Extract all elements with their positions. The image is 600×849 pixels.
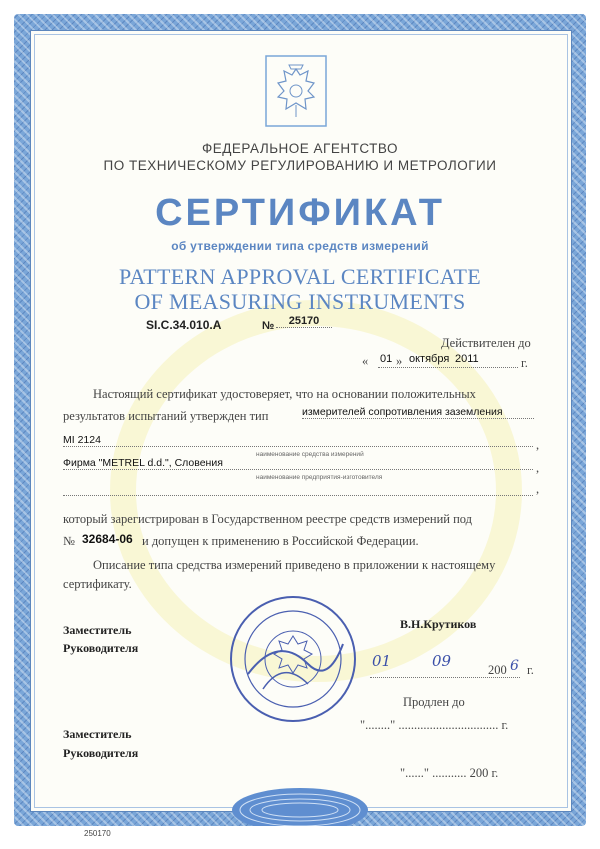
blank-line (63, 494, 533, 496)
instrument-type: измерителей сопротивления заземления (302, 406, 534, 419)
signatory-name: В.Н.Крутиков (400, 617, 477, 631)
validity-month: октября (409, 353, 450, 365)
english-title-line2: OF MEASURING INSTRUMENTS (134, 289, 466, 314)
registry-number: 32684-06 (82, 532, 133, 546)
signature2-date-line: "......" ........... 200 г. (400, 766, 499, 780)
extended-until-label: Продлен до (403, 695, 465, 709)
paragraph3-line2: сертификату. (63, 577, 132, 591)
certificate-title: СЕРТИФИКАТ (155, 192, 445, 234)
manufacturer-comma: , (536, 461, 540, 475)
signatory1-title-line2: Руководителя (63, 641, 139, 655)
paragraph1-line2: результатов испытаний утвержден тип (63, 409, 269, 423)
signatory2-title-line1: Заместитель (63, 727, 132, 741)
number-label: № (262, 320, 275, 332)
signature1-date-day: 01 (372, 652, 392, 670)
validity-year: 2011 (455, 353, 479, 365)
valid-until-label: Действителен до (441, 336, 531, 350)
paragraph2-line2: и допущен к применению в Российской Федерации. (142, 534, 419, 548)
certificate-code: SI.C.34.010.A (146, 318, 222, 332)
paragraph2-line1: который зарегистрирован в Государственном реестре средств измерений под (63, 512, 473, 526)
instrument-model-comma: , (536, 438, 540, 452)
validity-open-quote: « (362, 354, 369, 368)
agency-name-line2: ПО ТЕХНИЧЕСКОМУ РЕГУЛИРОВАНИЮ И МЕТРОЛОГИИ (103, 158, 497, 173)
blank-line-comma: , (536, 482, 540, 496)
signature1-date-month: 09 (432, 652, 452, 670)
validity-date-line (378, 367, 518, 368)
signature1-year-suffix: г. (527, 663, 534, 677)
official-seal (228, 594, 358, 724)
paragraph1-line1: Настоящий сертификат удостоверяет, что на основании положительных (93, 387, 476, 401)
signature1-date-line (370, 677, 520, 678)
instrument-model: MI 2124 (63, 434, 533, 447)
extension-date-line: "........" ................................ г. (360, 718, 509, 732)
signatory2-title-line2: Руководителя (63, 746, 139, 760)
english-title-line1: PATTERN APPROVAL CERTIFICATE (118, 264, 481, 289)
agency-name-line1: ФЕДЕРАЛЬНОЕ АГЕНТСТВО (202, 141, 398, 156)
serial-number: 250170 (84, 829, 111, 838)
decorative-rosette (230, 780, 370, 826)
caption-manufacturer: наименование предприятия-изготовителя (256, 474, 383, 481)
coat-of-arms-icon (265, 55, 327, 127)
certificate-subtitle: об утверждении типа средств измерений (171, 239, 429, 253)
signature1-date-year-digit: 6 (510, 658, 519, 674)
certificate-number: 25170 (276, 315, 332, 328)
signatory1-title-line1: Заместитель (63, 623, 132, 637)
manufacturer-name: Фирма "METREL d.d.", Словения (63, 457, 533, 470)
validity-close-quote: » (396, 354, 403, 368)
caption-instrument-name: наименование средства измерений (256, 451, 364, 458)
paragraph3-line1: Описание типа средства измерений приведено в приложении к настоящему (93, 558, 496, 572)
signature1-date-year-prefix: 200 (488, 663, 507, 677)
validity-year-suffix: г. (521, 356, 528, 370)
registry-number-prefix: № (63, 534, 75, 548)
validity-day: 01 (380, 353, 393, 365)
